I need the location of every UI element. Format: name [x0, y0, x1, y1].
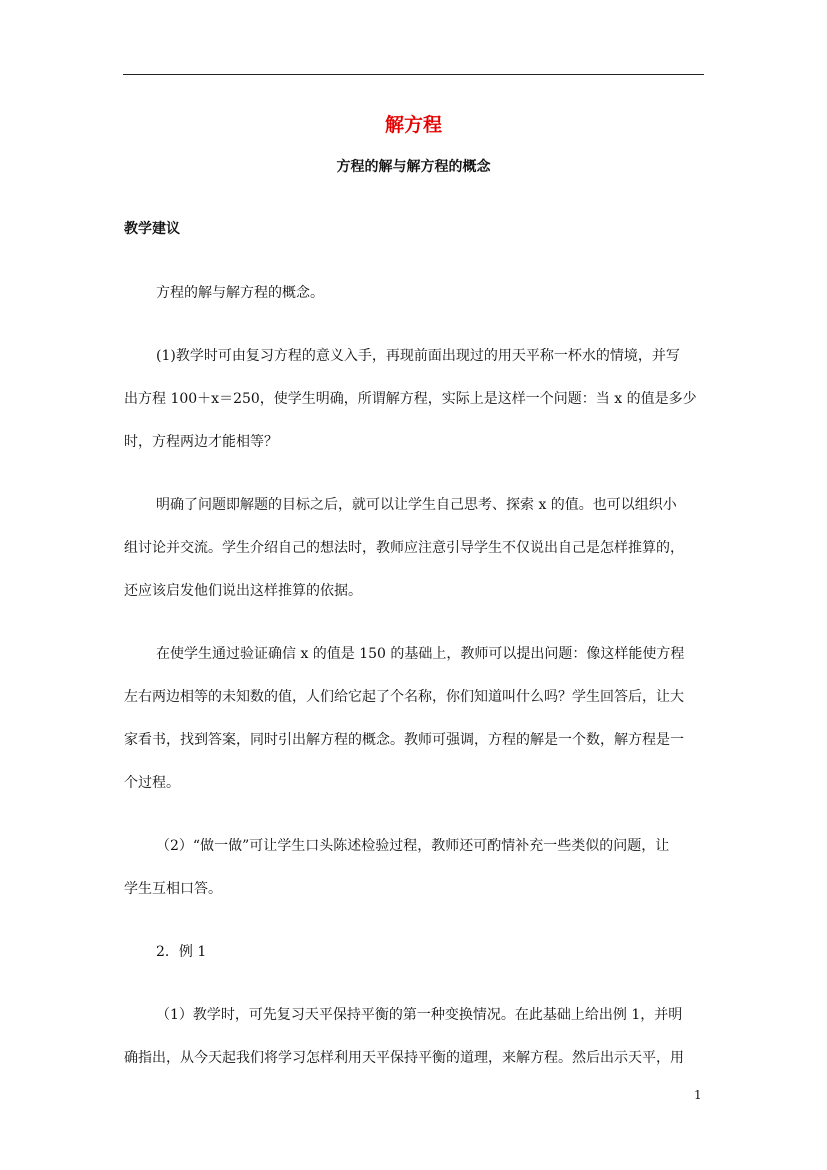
- paragraph-line: 出方程 100＋x＝250，使学生明确，所谓解方程，实际上是这样一个问题：当 x 的值是多少: [124, 391, 697, 407]
- paragraph-line: 明确了问题即解题的目标之后，就可以让学生自己思考、探索 x 的值。也可以组织小: [156, 497, 677, 513]
- paragraph-line: 确指出，从今天起我们将学习怎样利用天平保持平衡的道理，来解方程。然后出示天平，用: [124, 1050, 684, 1066]
- paragraph-line: 左右两边相等的未知数的值，人们给它起了个名称，你们知道叫什么吗？学生回答后，让大: [124, 689, 684, 705]
- paragraph-line: 方程的解与解方程的概念。: [156, 285, 324, 301]
- paragraph-line: 还应该启发他们说出这样推算的依据。: [124, 583, 362, 599]
- paragraph-line: （2）“做一做”可让学生口头陈述检验过程，教师还可酌情补充一些类似的问题，让: [156, 838, 670, 854]
- section-heading: 教学建议: [124, 221, 180, 237]
- page-title: 解方程: [384, 114, 442, 136]
- paragraph-line: 组讨论并交流。学生介绍自己的想法时，教师应注意引导学生不仅说出自己是怎样推算的，: [124, 540, 684, 556]
- header-rule: [123, 74, 704, 75]
- paragraph-line: 时，方程两边才能相等？: [124, 434, 278, 450]
- paragraph-line: 在使学生通过验证确信 x 的值是 150 的基础上，教师可以提出问题：像这样能使方程: [156, 646, 685, 662]
- paragraph-line: 2．例 1: [156, 944, 207, 960]
- paragraph-line: 家看书，找到答案，同时引出解方程的概念。教师可强调，方程的解是一个数，解方程是一: [124, 732, 684, 748]
- paragraph-line: （1）教学时，可先复习天平保持平衡的第一种变换情况。在此基础上给出例 1，并明: [156, 1007, 683, 1023]
- page-number: 1: [694, 1088, 702, 1102]
- page-subtitle: 方程的解与解方程的概念: [336, 159, 491, 175]
- paragraph-line: 学生互相口答。: [124, 881, 222, 897]
- paragraph-line: (1)教学时可由复习方程的意义入手，再现前面出现过的用天平称一杯水的情境，并写: [156, 348, 680, 364]
- paragraph-line: 个过程。: [124, 775, 180, 791]
